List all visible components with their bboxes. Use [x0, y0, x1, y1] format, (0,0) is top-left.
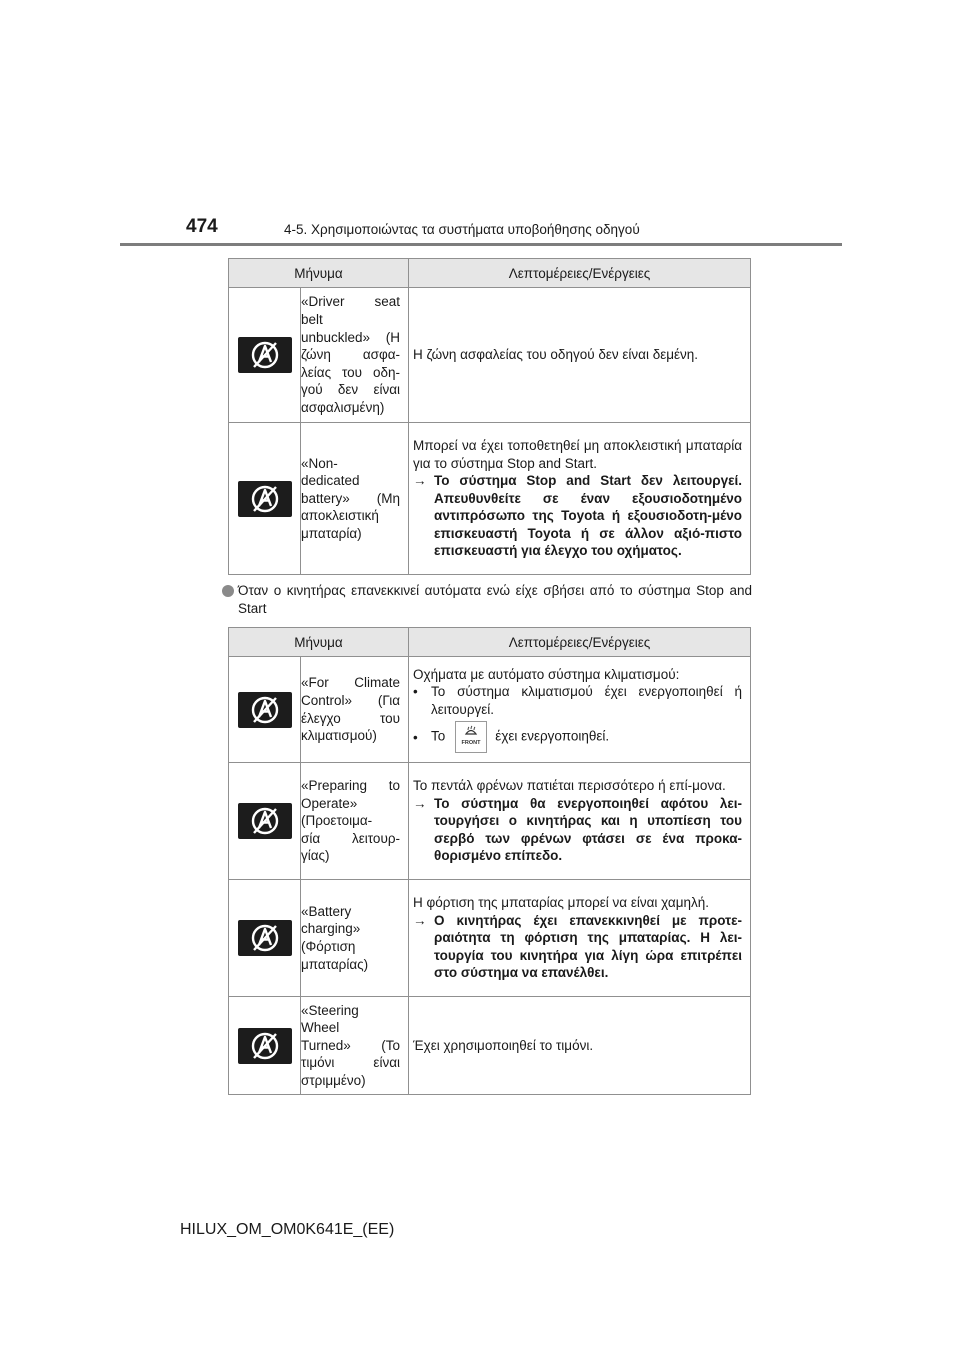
bullet-line	[413, 683, 742, 718]
icon-cell	[229, 997, 301, 1095]
action-text: Το σύστημα θα ενεργοποιηθεί αφότου λει-τουργήσει ο κινητήρας και η υποπίεση του σερβό των φρένων φτάσει σε ένα προκα-θορισμένο επίπεδο.	[434, 795, 743, 864]
action-line	[413, 912, 742, 982]
icon-cell	[229, 880, 301, 997]
message-name: «Preparing to Operate» (Προετοιμα- σία λειτουρ- γίας)	[301, 778, 401, 864]
front-defroster-button-icon	[455, 721, 487, 753]
message-name: «Non- dedicated battery» (Μη αποκλειστική μπαταρία)	[301, 455, 401, 541]
arrow-icon: →	[413, 795, 427, 811]
details-cell	[409, 763, 751, 880]
action-line	[413, 472, 742, 560]
table-row	[229, 997, 751, 1095]
icon-cell	[229, 763, 301, 880]
details-cell	[409, 657, 751, 763]
icon-cell	[229, 657, 301, 763]
detail-text: Μπορεί να έχει τοποθετηθεί μη αποκλειστική μπαταρία για το σύστημα Stop and Start.	[413, 437, 743, 471]
action-text: Το σύστημα Stop and Start δεν λειτουργεί. Απευθυνθείτε σε έναν εξουσιοδοτημένο αντιπρόσωπο της Toyota ή εξουσιοδοτη-μένο επισκευαστή Toyota ή σε άλλον αξιό-πιστο επισκευαστή για έλεγχο του οχήματος.	[434, 473, 743, 559]
icon-cell	[229, 423, 301, 575]
arrow-icon: →	[413, 912, 427, 928]
detail-text: Η φόρτιση της μπαταρίας μπορεί να είναι χαμηλή.	[413, 895, 709, 911]
message-name-cell	[301, 997, 409, 1095]
page-header	[120, 214, 842, 246]
message-name: «Steering Wheel Turned» (Το τιμόνι είναι στριμμένο)	[301, 1002, 401, 1088]
document-code: HILUX_OM_OM0K641E_(EE)	[180, 1221, 395, 1238]
stop-start-indicator-icon	[238, 481, 292, 517]
action-line	[413, 795, 742, 865]
header-rule	[120, 243, 842, 246]
column-header-message: Μήνυμα	[229, 259, 409, 288]
arrow-icon: →	[413, 473, 427, 489]
details-cell	[409, 423, 751, 575]
page-number: 474	[186, 216, 218, 237]
message-table-2	[228, 627, 751, 1095]
bullet-text: Το σύστημα κλιματισμού έχει ενεργοποιηθεί ή λειτουργεί.	[431, 684, 743, 717]
note-bullet-icon	[222, 585, 234, 597]
stop-start-indicator-icon	[238, 692, 292, 728]
table-row	[229, 763, 751, 880]
message-name-cell	[301, 880, 409, 997]
table-header-row	[229, 259, 751, 288]
icon-cell	[229, 288, 301, 423]
bullet-text-end: έχει ενεργοποιηθεί.	[495, 728, 610, 744]
detail-text: Η ζώνη ασφαλείας του οδηγού δεν είναι δεμένη.	[413, 347, 699, 363]
message-name: «Driver seat belt unbuckled» (Η ζώνη ασφα- λείας του οδη- γού δεν είναι ασφαλισμένη)	[301, 294, 401, 415]
bullet-icon: •	[413, 729, 418, 745]
table-row	[229, 423, 751, 575]
stop-start-indicator-icon	[238, 1028, 292, 1064]
message-name: «For Climate Control» (Για έλεγχο του κλιματισμού)	[301, 675, 401, 744]
column-header-details: Λεπτομέρειες/Ενέργειες	[409, 259, 751, 288]
message-name: «Battery charging» (Φόρτιση μπαταρίας)	[301, 903, 369, 972]
table-header-row	[229, 628, 751, 657]
message-name-cell	[301, 763, 409, 880]
note-text: Όταν ο κινητήρας επανεκκινεί αυτόματα ενώ είχε σβήσει από το σύστημα Stop and Start	[238, 583, 752, 616]
bullet-line	[413, 721, 742, 753]
bullet-icon: •	[413, 684, 418, 700]
note-paragraph	[222, 582, 752, 618]
details-cell	[409, 880, 751, 997]
detail-text: Έχει χρησιμοποιηθεί το τιμόνι.	[413, 1037, 594, 1053]
column-header-details: Λεπτομέρειες/Ενέργειες	[409, 628, 751, 657]
detail-text: Το πεντάλ φρένων πατιέται περισσότερο ή επί-μονα.	[413, 778, 726, 794]
stop-start-indicator-icon	[238, 337, 292, 373]
detail-text: Οχήματα με αυτόματο σύστημα κλιματισμού:	[413, 666, 680, 682]
message-table-1	[228, 258, 751, 575]
column-header-message: Μήνυμα	[229, 628, 409, 657]
table-row	[229, 880, 751, 997]
table-row	[229, 657, 751, 763]
details-cell	[409, 288, 751, 423]
bullet-text-start: Το	[431, 728, 446, 744]
message-name-cell	[301, 423, 409, 575]
action-text: Ο κινητήρας έχει επανεκκινηθεί με προτε-ραιότητα τη φόρτιση της μπαταρίας. Η λει-τουργία του κινητήρα για λίγη ώρα επιτρέπει στο σύστημα να επανέλθει.	[434, 912, 743, 981]
svg-text:FRONT: FRONT	[461, 740, 481, 747]
table-row	[229, 288, 751, 423]
message-name-cell	[301, 288, 409, 423]
message-name-cell	[301, 657, 409, 763]
stop-start-indicator-icon	[238, 803, 292, 839]
stop-start-indicator-icon	[238, 920, 292, 956]
details-cell	[409, 997, 751, 1095]
chapter-title: 4-5. Χρησιμοποιώντας τα συστήματα υποβοήθησης οδηγού	[284, 222, 640, 237]
